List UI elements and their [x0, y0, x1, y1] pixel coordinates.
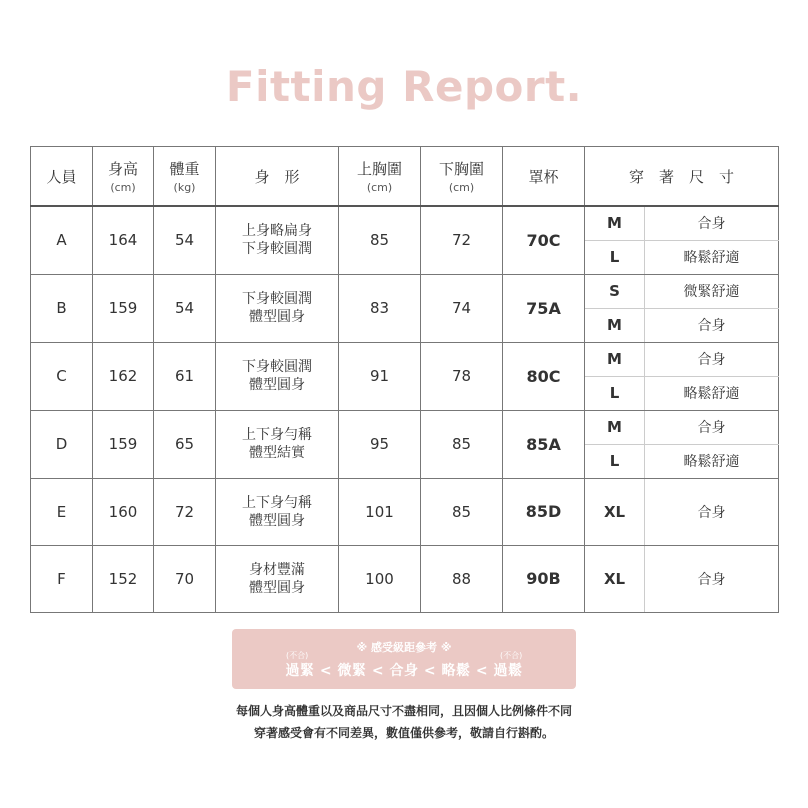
- table-row: [31, 410, 779, 444]
- cell-weight: 70: [154, 545, 216, 612]
- cell-weight: 72: [154, 478, 216, 545]
- cell-size: M: [585, 342, 645, 376]
- cell-upper-bust: 83: [339, 274, 421, 342]
- cell-fit: 合身: [645, 478, 779, 545]
- cell-body-shape: 上身略扁身 下身較圓潤: [216, 206, 339, 274]
- cell-fit: 合身: [645, 545, 779, 612]
- header-height: 身高 (cm): [93, 147, 154, 207]
- table-row: [31, 342, 779, 376]
- cell-under-bust: 74: [421, 274, 503, 342]
- cell-cup: 85A: [503, 410, 585, 478]
- cell-under-bust: 78: [421, 342, 503, 410]
- cell-fit: 合身: [645, 308, 779, 342]
- cell-cup: 90B: [503, 545, 585, 612]
- cell-upper-bust: 85: [339, 206, 421, 274]
- disclaimer-line-2: 穿著感受會有不同差異，數值僅供參考，敬請自行斟酌。: [253, 726, 554, 740]
- cell-person: A: [31, 206, 93, 274]
- cell-person: B: [31, 274, 93, 342]
- cell-person: F: [31, 545, 93, 612]
- cell-size: L: [585, 240, 645, 274]
- cell-height: 162: [93, 342, 154, 410]
- header-row: [31, 147, 779, 207]
- cell-body-shape: 身材豐滿 體型圓身: [216, 545, 339, 612]
- cell-fit: 合身: [645, 410, 779, 444]
- disclaimer-line-1: 每個人身高體重以及商品尺寸不盡相同，且因個人比例條件不同: [235, 704, 572, 718]
- legend-scale: 過緊 < 微緊 < 合身 < 略鬆 < 過鬆: [285, 663, 523, 679]
- header-person: 人員: [31, 147, 93, 207]
- cell-fit: 合身: [645, 342, 779, 376]
- cell-upper-bust: 100: [339, 545, 421, 612]
- cell-under-bust: 88: [421, 545, 503, 612]
- legend-tag-left: (不合): [286, 651, 309, 660]
- fit-scale-legend: [232, 629, 576, 689]
- table-row: [31, 545, 779, 612]
- cell-body-shape: 下身較圓潤 體型圓身: [216, 342, 339, 410]
- cell-cup: 80C: [503, 342, 585, 410]
- cell-height: 159: [93, 274, 154, 342]
- header-weight: 體重 (kg): [154, 147, 216, 207]
- cell-size: M: [585, 308, 645, 342]
- cell-fit: 微緊舒適: [645, 274, 779, 308]
- cell-height: 152: [93, 545, 154, 612]
- cell-body-shape: 上下身勻稱 體型圓身: [216, 478, 339, 545]
- cell-body-shape: 下身較圓潤 體型圓身: [216, 274, 339, 342]
- cell-size: L: [585, 376, 645, 410]
- cell-size: XL: [585, 545, 645, 612]
- cell-cup: 70C: [503, 206, 585, 274]
- cell-size: L: [585, 444, 645, 478]
- header-size: 穿 著 尺 寸: [585, 147, 779, 207]
- cell-cup: 85D: [503, 478, 585, 545]
- cell-height: 159: [93, 410, 154, 478]
- cell-person: C: [31, 342, 93, 410]
- cell-upper-bust: 101: [339, 478, 421, 545]
- cell-fit: 略鬆舒適: [645, 240, 779, 274]
- cell-weight: 54: [154, 274, 216, 342]
- cell-upper-bust: 91: [339, 342, 421, 410]
- header-under-bust: 下胸圍 (cm): [421, 147, 503, 207]
- legend-header: ※ 感受級距參考 ※: [356, 641, 452, 654]
- cell-under-bust: 72: [421, 206, 503, 274]
- cell-cup: 75A: [503, 274, 585, 342]
- cell-person: D: [31, 410, 93, 478]
- header-body-shape: 身 形: [216, 147, 339, 207]
- table-row: [31, 206, 779, 240]
- table-row: [31, 478, 779, 545]
- cell-fit: 合身: [645, 206, 779, 240]
- cell-weight: 54: [154, 206, 216, 274]
- cell-size: M: [585, 206, 645, 240]
- header-cup: 罩杯: [503, 147, 585, 207]
- cell-body-shape: 上下身勻稱 體型結實: [216, 410, 339, 478]
- cell-upper-bust: 95: [339, 410, 421, 478]
- cell-size: XL: [585, 478, 645, 545]
- legend-tag-right: (不合): [500, 651, 523, 660]
- cell-under-bust: 85: [421, 410, 503, 478]
- cell-weight: 65: [154, 410, 216, 478]
- cell-fit: 略鬆舒適: [645, 376, 779, 410]
- cell-size: S: [585, 274, 645, 308]
- table-row: [31, 274, 779, 308]
- cell-person: E: [31, 478, 93, 545]
- header-upper-bust: 上胸圍 (cm): [339, 147, 421, 207]
- fitting-table: [30, 146, 779, 613]
- cell-height: 160: [93, 478, 154, 545]
- cell-under-bust: 85: [421, 478, 503, 545]
- cell-weight: 61: [154, 342, 216, 410]
- page-title: Fitting Report.: [225, 62, 583, 111]
- cell-height: 164: [93, 206, 154, 274]
- cell-size: M: [585, 410, 645, 444]
- cell-fit: 略鬆舒適: [645, 444, 779, 478]
